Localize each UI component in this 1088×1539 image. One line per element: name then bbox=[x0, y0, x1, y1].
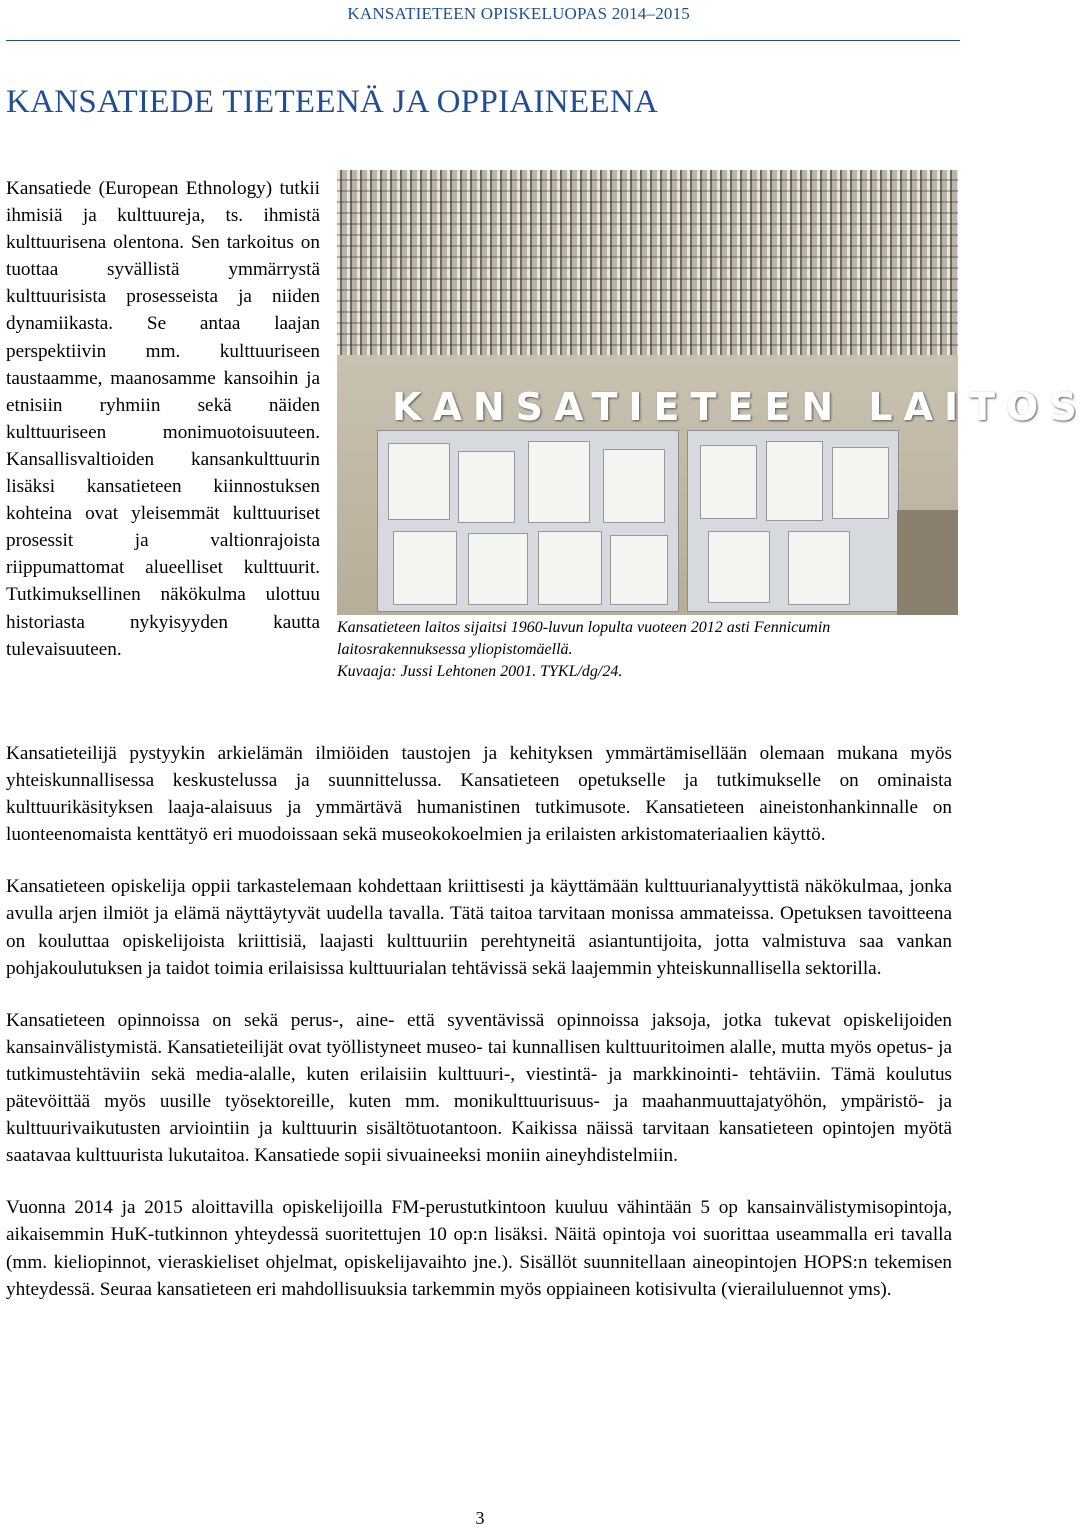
photo-caption bbox=[337, 617, 958, 683]
caption-text: Kansatieteen laitos sijaitsi 1960-luvun lopulta vuoteen 2012 asti Fennicumin laitosrakennuksessa yliopistomäellä. bbox=[337, 619, 831, 658]
notice-board bbox=[377, 430, 679, 612]
intro-paragraph: Kansatiede (European Ethnology) tutkii ihmisiä ja kulttuureja, ts. ihmistä kulttuurisena olentona. Sen tarkoitus on tuottaa syvällistä ymmärrystä kulttuurisista prosesseista ja niiden dynamiikasta. Se antaa laajan perspektiivin mm. kulttuuriseen taustaamme, maanosamme kansoihin ja etnisiin ryhmiin sekä näiden kulttuuriseen monimuotoisuuteen. Kansallisvaltioiden kansankulttuurin lisäksi kansatieteen kiinnostuksen kohteina ovat yleisemmät kulttuuriset prosessit ja valtionrajoista riippumattomat alueelliset kulttuurit. Tutkimuksellinen näkökulma ulottuu historiasta nykyisyyden kautta tulevaisuuteen. bbox=[6, 178, 320, 660]
notice-paper bbox=[538, 531, 602, 605]
running-header: KANSATIETEEN OPISKELUOPAS 2014–2015 bbox=[347, 4, 690, 23]
body-text bbox=[6, 740, 952, 1328]
notice-paper bbox=[393, 531, 457, 605]
shelf bbox=[897, 510, 958, 615]
notice-paper bbox=[708, 531, 770, 603]
notice-paper bbox=[766, 441, 823, 521]
notice-paper bbox=[610, 535, 668, 605]
paragraph: Kansatieteen opiskelija oppii tarkastelemaan kohdettaan kriittisesti ja käyttämään kulttuurianalyyttistä näkökulmaa, jonka avulla arjen ilmiöt ja elämä näyttäytyvät uudella tavalla. Tätä taitoa tarvitaan monissa ammateissa. Opetuksen tavoitteena on kouluttaa opiskelijoista kriittisiä, laajasti kulttuuriin perehtyneitä asiantuntijoita, jotta valmistuva saa vankan pohjakoulutuksen ja taidot toimia erilaisissa kulttuurialan tehtävissä sekä laajemmin yhteiskunnallisella sektorilla. bbox=[6, 876, 952, 979]
notice-board bbox=[687, 430, 899, 612]
section-title: KANSATIEDE TIETEENÄ JA OPPIAINEENA bbox=[6, 84, 659, 120]
department-photo bbox=[337, 170, 1088, 615]
notice-paper bbox=[458, 451, 515, 523]
page-number: 3 bbox=[475, 1508, 485, 1528]
notice-paper bbox=[388, 443, 450, 520]
paragraph: Vuonna 2014 ja 2015 aloittavilla opiskelijoilla FM-perustutkintoon kuuluu vähintään 5 op kansainvälistymisopintoja, aikaisemmin HuK-tutkinnon yhteydessä suoritettujen 10 op:n lisäksi. Näitä opintoja voi suorittaa useammalla eri tavalla (mm. kieliopinnot, vieraskieliset ohjelmat, opiskelijavaihto jne.). Sisällöt suunnitellaan aineopintojen HOPS:n tekemisen yhteydessä. Seuraa kansatieteen eri mahdollisuuksia tarkemmin myös oppiaineen kotisivulta (vierailuluennot yms). bbox=[6, 1197, 952, 1300]
department-sign: KANSATIETEEN LAITOS bbox=[392, 385, 1088, 429]
notice-paper bbox=[788, 531, 850, 605]
photo-credit: Kuvaaja: Jussi Lehtonen 2001. TYKL/dg/24. bbox=[337, 663, 623, 680]
paragraph: Kansatieteen opinnoissa on sekä perus-, aine- että syventävissä opinnoissa jaksoja, jotka tukevat opiskelijoiden kansainvälistymistä. Kansatieteilijät ovat työllistyneet museo- tai kunnallisen kulttuuritoimen alalle, mutta myös opetus- ja tutkimustehtäviin sekä media-alalle, kuten erilaisiin kulttuuri-, viestintä- ja markkinointi- tehtäviin. Tämä koulutus pätevöittää myös uusille työsektoreille, kuten mm. monikulttuurisuus- ja maahanmuuttajatyöhön, ympäristö- ja kulttuurivaikutusten arviointiin ja kulttuurin sisältötuotantoon. Kaikissa näissä tarvitaan kansatieteen opintojen myötä saatavaa kulttuurista lukutaitoa. Kansatiede sopii sivuaineeksi moniin aineyhdistelmiin. bbox=[6, 1009, 952, 1167]
notice-paper bbox=[603, 449, 665, 523]
notice-paper bbox=[832, 447, 889, 519]
paragraph: Kansatieteilijä pystyykin arkielämän ilmiöiden taustojen ja kehityksen ymmärtämisellään olemaan mukana myös yhteiskunnallisessa keskustelussa ja suunnittelussa. Kansatieteen opetukselle ja tutkimukselle on ominaista kulttuurikäsityksen laaja-alaisuus ja ymmärtävä humanistinen tutkimusote. Kansatieteen aineistonhankinnalle on luonteenomaista kenttätyö eri muodoissaan sekä museokokoelmien ja erilaisten arkistomateriaalien käyttö. bbox=[6, 743, 952, 846]
header-rule bbox=[6, 40, 960, 41]
notice-paper bbox=[700, 445, 757, 519]
ceiling-grid bbox=[337, 170, 958, 355]
notice-paper bbox=[528, 441, 590, 523]
notice-paper bbox=[468, 533, 528, 605]
